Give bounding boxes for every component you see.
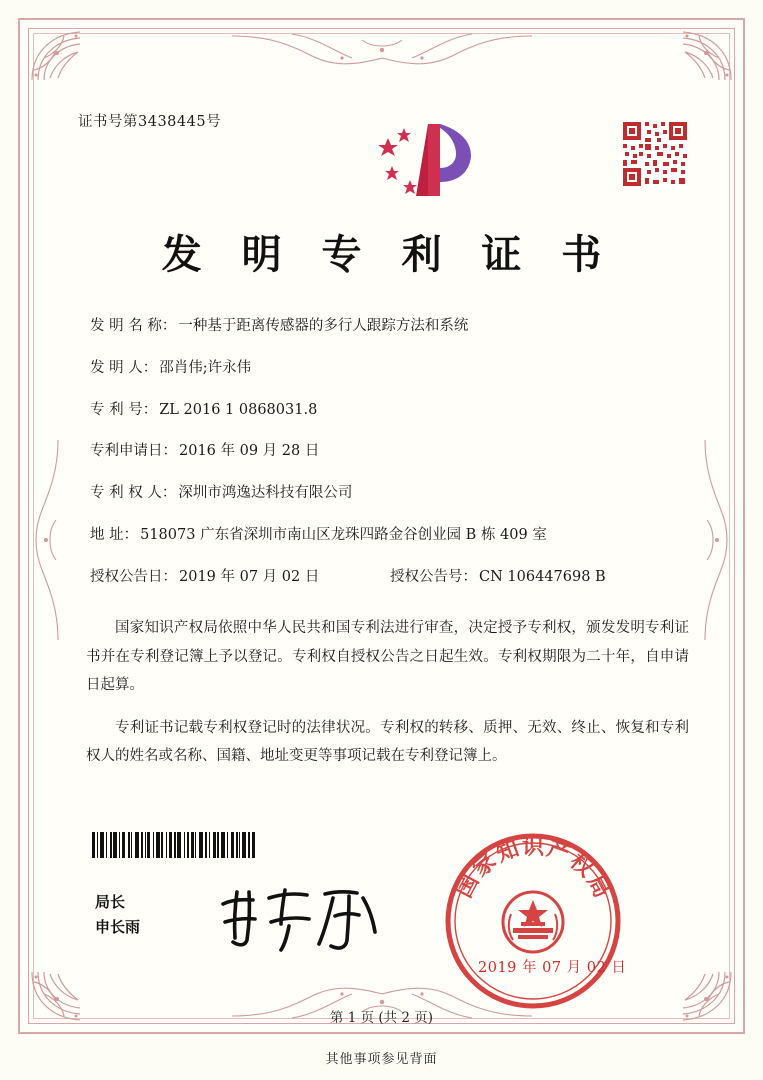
field-grant-number xyxy=(390,567,703,589)
field-grant-date xyxy=(90,567,390,589)
field-grant-row xyxy=(90,567,703,589)
field-patentee xyxy=(90,483,703,505)
field-value: ZL 2016 1 0868031.8 xyxy=(159,401,318,418)
border-ornament-icon xyxy=(232,28,532,72)
field-label: 发 明 人： xyxy=(90,359,158,376)
border-ornament-icon xyxy=(699,440,735,640)
signature-block xyxy=(95,890,140,940)
field-list xyxy=(60,316,703,588)
field-label: 专 利 号： xyxy=(90,401,158,418)
field-value: 2016 年 09 月 28 日 xyxy=(179,443,320,460)
field-value: CN 106447698 B xyxy=(479,568,606,585)
field-label: 发 明 名 称： xyxy=(90,318,177,334)
official-seal xyxy=(442,830,627,1012)
certificate-number: 证书号第3438445号 xyxy=(78,114,222,130)
field-inventor xyxy=(90,358,703,380)
barcode xyxy=(92,832,300,858)
field-label: 授权公告号： xyxy=(390,568,477,585)
svg-text:权: 权 xyxy=(564,848,599,883)
page-number: 第 1 页 (共 2 页) xyxy=(329,1010,434,1026)
border-ornament-icon xyxy=(28,440,64,640)
svg-text:产: 产 xyxy=(543,835,574,868)
field-application-date xyxy=(90,441,703,463)
field-label: 授权公告日： xyxy=(90,568,177,585)
svg-text:家: 家 xyxy=(467,848,502,883)
field-value: 518073 广东省深圳市南山区龙珠四路金谷创业园 B 栋 409 室 xyxy=(140,526,547,543)
footer-note: 其他事项参见背面 xyxy=(325,1052,438,1067)
certificate-content xyxy=(60,110,703,778)
page-title: 发 明 专 利 证 书 xyxy=(161,231,615,278)
field-label: 地 址： xyxy=(90,526,139,543)
svg-text:国: 国 xyxy=(451,870,485,903)
field-patent-number xyxy=(90,400,703,422)
field-label: 专利申请日： xyxy=(90,443,177,460)
cnipa-logo-icon xyxy=(370,118,496,206)
svg-text:知: 知 xyxy=(492,835,523,868)
legal-paragraphs xyxy=(60,614,703,770)
field-value: 深圳市鸿逸达科技有限公司 xyxy=(178,485,353,501)
field-value: 邵肖伟;许永伟 xyxy=(159,359,252,376)
paragraph: 专利证书记载专利权登记时的法律状况。专利权的转移、质押、无效、终止、恢复和专利权人的姓名或名称、国籍、地址变更等事项记载在专利登记簿上。 xyxy=(86,719,689,764)
svg-text:识: 识 xyxy=(521,834,545,860)
signature-title: 局长 xyxy=(95,893,126,911)
qr-code-icon xyxy=(621,120,689,188)
seal-date: 2019 年 07 月 02 日 xyxy=(478,960,627,976)
field-value: 2019 年 07 月 02 日 xyxy=(179,568,320,585)
signature-name: 申长雨 xyxy=(95,917,141,936)
field-value: 一种基于距离传感器的多行人跟踪方法和系统 xyxy=(178,318,469,334)
svg-text:局: 局 xyxy=(581,870,615,903)
paragraph: 国家知识产权局依照中华人民共和国专利法进行审查，决定授予专利权，颁发发明专利证书并在专利登记簿上予以登记。专利权自授权公告之日起生效。专利权期限为二十年，自申请日起算。 xyxy=(86,620,689,693)
field-invention-name xyxy=(90,316,703,338)
field-address xyxy=(90,525,703,547)
field-label: 专 利 权 人： xyxy=(90,485,177,501)
handwritten-signature-icon xyxy=(215,882,395,954)
